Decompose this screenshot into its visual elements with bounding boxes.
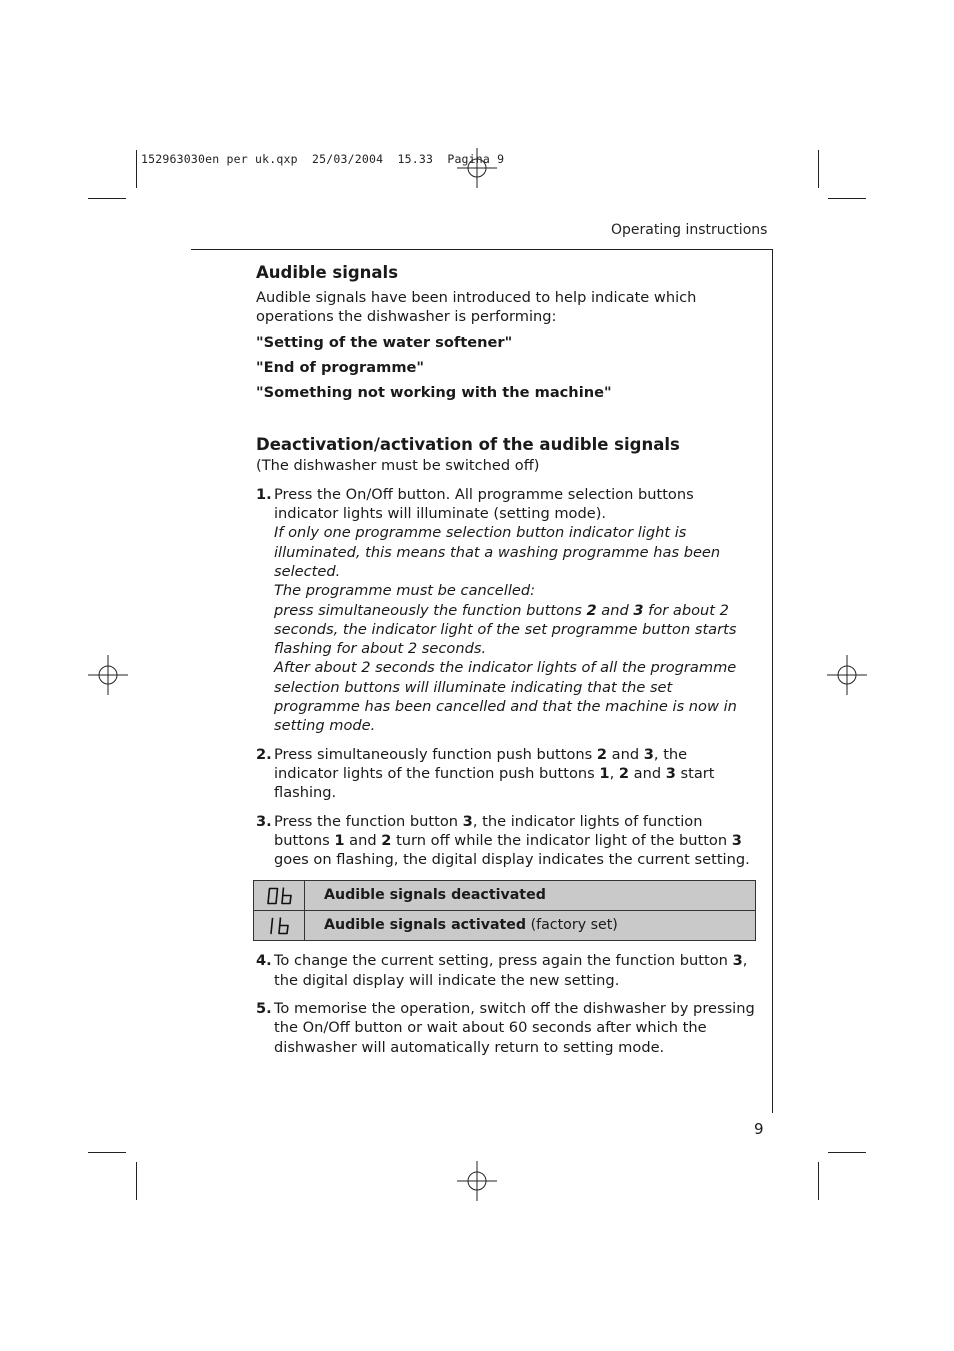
intro-paragraph: Audible signals have been introduced to help indicate which operations the dishwasher is performing:: [256, 289, 697, 326]
margin-rule: [772, 249, 773, 1113]
steps-list: [256, 485, 756, 870]
table-row: [254, 881, 756, 911]
crop-mark: [818, 150, 819, 188]
signal-item: "End of programme": [256, 358, 425, 376]
registration-mark-icon: [88, 655, 128, 695]
section-title: Deactivation/activation of the audible signals: [256, 435, 680, 455]
header-rule: [191, 249, 773, 250]
seven-segment-1b-icon: [266, 916, 294, 936]
signal-item: "Setting of the water softener": [256, 333, 513, 351]
section-subtitle: (The dishwasher must be switched off): [256, 457, 540, 475]
page-number: 9: [754, 1120, 764, 1138]
step-item: [256, 812, 756, 870]
display-code: [254, 911, 305, 941]
display-code: [254, 881, 305, 911]
step-number: 2.: [256, 745, 272, 763]
seven-segment-0b-icon: [266, 886, 294, 906]
step-item: [256, 951, 756, 990]
step-note: If only one programme selection button indicator light is illuminated, this means that a washing programme has been selected.: [274, 524, 721, 580]
step-item: [256, 745, 756, 803]
step-item: [256, 999, 756, 1057]
section-title: Audible signals: [256, 263, 399, 282]
registration-mark-icon: [827, 655, 867, 695]
crop-mark: [136, 1162, 137, 1200]
steps-list: [256, 951, 756, 1056]
registration-mark-icon: [457, 1161, 497, 1201]
setting-description: Audible signals activated (factory set): [305, 911, 756, 941]
crop-mark: [88, 1152, 126, 1153]
step-number: 3.: [256, 812, 272, 830]
main-content: [256, 262, 756, 1057]
step-number: 1.: [256, 485, 272, 503]
crop-mark: [88, 198, 126, 199]
print-slug: 152963030en per uk.qxp 25/03/2004 15.33 Pagina 9: [141, 152, 505, 166]
signal-item: "Something not working with the machine": [256, 384, 612, 402]
running-header: Operating instructions: [611, 222, 768, 238]
registration-mark-icon: [457, 148, 497, 188]
crop-mark: [818, 1162, 819, 1200]
step-text: Press the function button 3, the indicator lights of function buttons 1 and 2 turn off while the indicator light of the button 3 goes on flashing, the digital display indicates the current setting.: [274, 812, 750, 869]
crop-mark: [828, 1152, 866, 1153]
settings-table: [253, 880, 756, 941]
crop-mark: [136, 150, 137, 188]
step-text: Press the On/Off button. All programme selection buttons indicator lights will illuminate (setting mode).: [274, 485, 694, 523]
step-number: 4.: [256, 952, 272, 970]
step-text: To memorise the operation, switch off the dishwasher by pressing the On/Off button or wait about 60 seconds after which the dishwasher will automatically return to setting mode.: [274, 1000, 755, 1056]
step-note: The programme must be cancelled:: [274, 582, 536, 600]
setting-description: Audible signals deactivated: [305, 881, 756, 911]
step-note: press simultaneously the function buttons 2 and 3 for about 2 seconds, the indicator light of the set programme button starts flashing for about 2 seconds.: [274, 601, 737, 658]
step-text: Press simultaneously function push buttons 2 and 3, the indicator lights of the function push buttons 1, 2 and 3 start flashing.: [274, 745, 715, 802]
crop-mark: [828, 198, 866, 199]
step-item: [256, 485, 756, 736]
step-text: To change the current setting, press again the function button 3, the digital display will indicate the new setting.: [274, 952, 748, 989]
step-note: After about 2 seconds the indicator lights of all the programme selection buttons will illuminate indicating that the set programme has been cancelled and that the machine is now in setting mode.: [274, 659, 737, 735]
table-row: [254, 911, 756, 941]
step-number: 5.: [256, 1000, 272, 1018]
